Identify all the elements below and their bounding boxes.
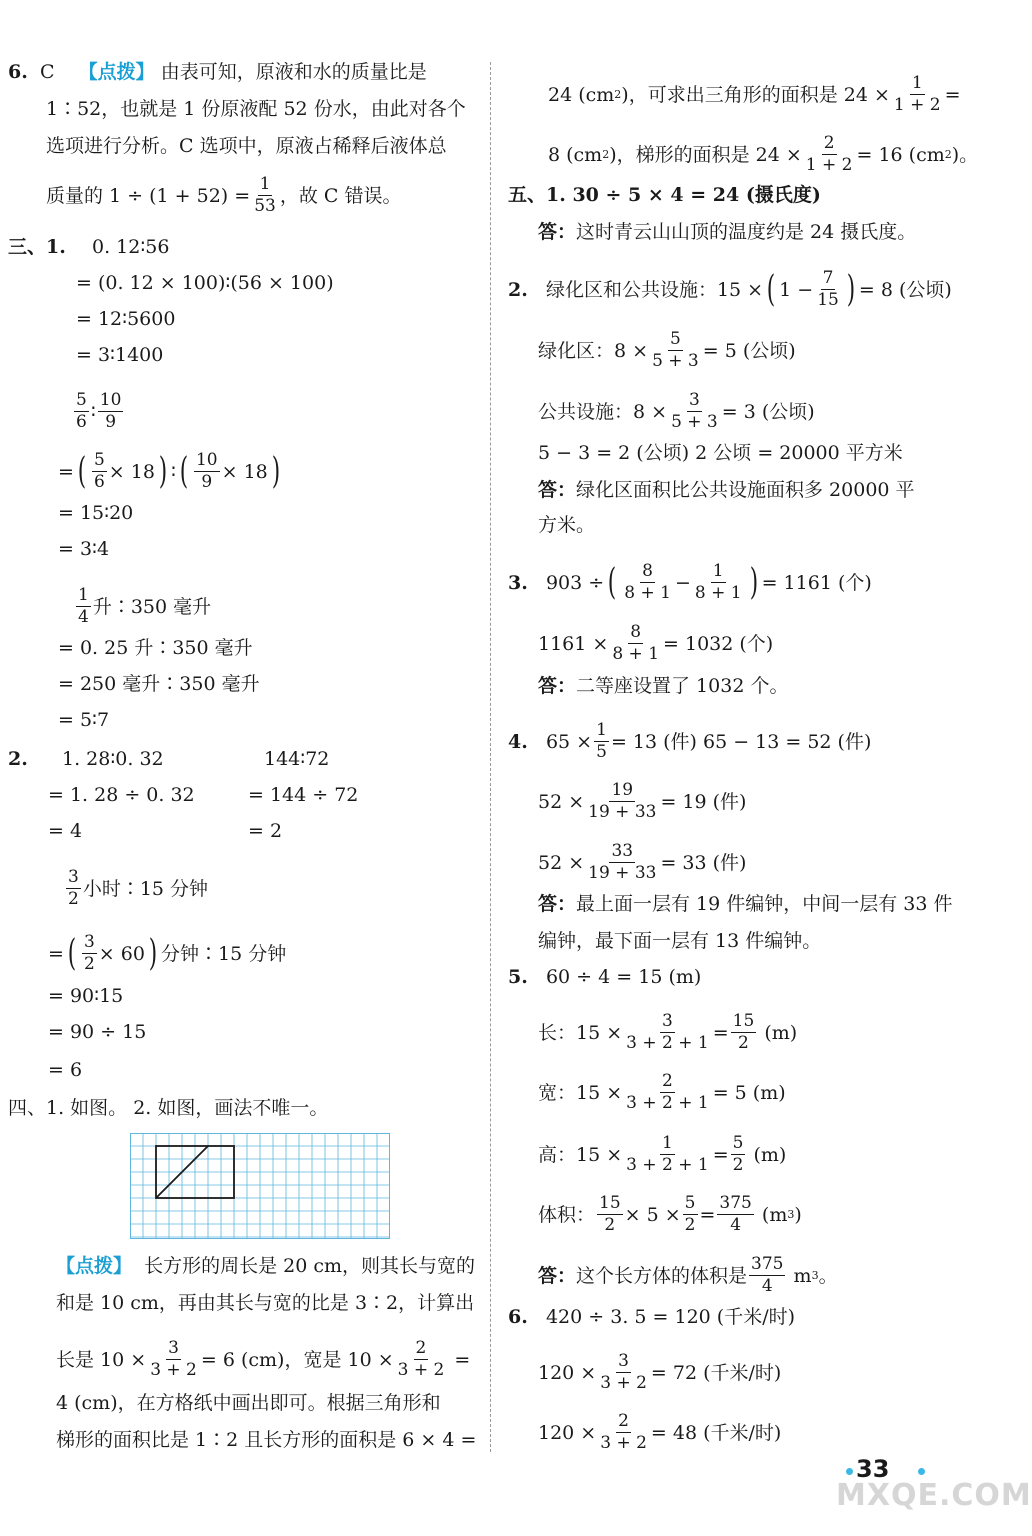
fraction: $\frac{5}{2}$	[684, 1193, 696, 1235]
text-line-fraction	[46, 176, 401, 215]
fraction: $\frac{3}{3 + 2}$	[600, 1351, 647, 1393]
answer-line: 答： 最上面一层有 19 件编钟，中间一层有 33 件	[538, 893, 953, 915]
fraction: $\frac{10}{9}$	[99, 390, 122, 432]
fraction: $\frac{5}{5 + 3}$	[652, 329, 699, 371]
math-line: 0. 12∶56	[92, 236, 170, 258]
math-line: = 144 ÷ 72	[248, 784, 359, 806]
math-line-fraction: 绿化区：8 × $\frac{5}{5 + 3}$ = 5 (公顷)	[538, 329, 796, 371]
math-line-fraction: 1161 × $\frac{8}{8 + 1}$ = 1032 (个)	[538, 622, 774, 664]
math-line: = 12∶5600	[76, 308, 176, 330]
math-line: = 5∶7	[58, 709, 110, 731]
tip-tag: 【点拨】	[78, 61, 155, 83]
math-line-fraction: 120 × $\frac{3}{3 + 2}$ = 72 (千米/时)	[538, 1351, 782, 1393]
math-line: = 2	[248, 820, 283, 842]
tip-line: 【点拨】 长方形的周长是 20 cm，则其长与宽的	[56, 1255, 476, 1277]
fraction: $\frac{2}{3 + 2}$	[600, 1411, 647, 1453]
tip-line: 4 (cm)，在方格纸中画出即可。根据三角形和	[56, 1392, 441, 1414]
tip-line-fraction: 长是 10 × $\frac{3}{3 + 2}$ = 6 (cm)，宽是 10 × $\frac{2}{3 + 2}$ =	[56, 1338, 471, 1380]
section-5-line: 五、1. 30 ÷ 5 × 4 = 24 (摄氏度)	[508, 184, 821, 206]
answer-line: 方米。	[538, 514, 596, 536]
page-dot	[918, 1468, 925, 1475]
math-line: = 6	[48, 1059, 83, 1081]
math-line: = 3∶4	[58, 538, 110, 560]
math-line: 5. 60 ÷ 4 = 15 (m)	[508, 966, 702, 988]
answer-line: 答： 这时青云山山顶的温度约是 24 摄氏度。	[538, 221, 917, 243]
text: 质量的 1 ÷ (1 + 52) =	[46, 184, 251, 207]
fraction: $\frac{3}{2}$	[83, 932, 95, 974]
fraction: $\frac{5}{2}$	[732, 1133, 744, 1175]
fraction: $\frac{375}{4}$	[751, 1254, 784, 1296]
math-line-fraction: 3. 903 ÷ ( $\frac{8}{8 + 1}$ − $\frac{1}{8 + 1}$ ) = 1161 (个)	[508, 561, 872, 603]
fraction: $\frac{15}{2}$	[732, 1011, 755, 1053]
fraction: $\frac{2}{1 + 2}$	[805, 133, 853, 175]
math-line: = 90 ÷ 15	[48, 1021, 147, 1043]
fraction: $\frac{33}{19 + 33}$	[588, 841, 657, 883]
math-line-fraction: 52 × $\frac{19}{19 + 33}$ = 19 (件)	[538, 780, 747, 822]
fraction: $\frac{1}{4}$	[78, 585, 89, 627]
fraction: $\frac{2}{3 + 2}$	[397, 1338, 445, 1380]
fraction: $\frac{1}{1 + 2}$	[893, 73, 941, 115]
math-line-fraction: 52 × $\frac{33}{19 + 33}$ = 33 (件)	[538, 841, 747, 883]
math-line-fraction: 体积： $\frac{15}{2}$ × 5 × $\frac{5}{2}$ = $\frac{375}{4}$ (m 3 )	[538, 1193, 802, 1235]
math-line-fraction: = ( $\frac{3}{2}$ × 60 ) 分钟∶15 分钟	[48, 932, 287, 974]
text-line: 选项进行分析。C 选项中，原液占稀释后液体总	[46, 135, 447, 157]
page-dot	[846, 1468, 853, 1475]
answer-line: 答： 二等座设置了 1032 个。	[538, 675, 789, 697]
answer-letter: C	[39, 61, 55, 83]
math-line-fraction: 2. 绿化区和公共设施：15 × ( 1 − $\frac{7}{15}$ ) = 8 (公顷)	[508, 268, 952, 310]
math-line-fraction: 公共设施：8 × $\frac{3}{5 + 3}$ = 3 (公顷)	[538, 390, 815, 432]
math-line-fraction: 4. 65 × $\frac{1}{5}$ = 13 (件) 65 − 13 = 52 (件)	[508, 720, 872, 762]
math-line: = (0. 12 × 100)∶(56 × 100)	[76, 272, 334, 294]
fraction: $\frac{1}{8 + 1}$	[694, 561, 742, 603]
math-line: = 3∶1400	[76, 344, 164, 366]
math-line-fraction: 长：15 × $\frac{3}{3 + 2 + 1}$ = $\frac{15}{2}$ (m)	[538, 1011, 798, 1053]
q-num: 2.	[8, 748, 28, 770]
math-line-fraction: 宽：15 × $\frac{2}{3 + 2 + 1}$ = 5 (m)	[538, 1071, 786, 1113]
fraction: $\frac{8}{8 + 1}$	[624, 561, 671, 603]
math-line: = 1. 28 ÷ 0. 32	[48, 784, 195, 806]
math-line: 1. 28∶0. 32	[62, 748, 164, 770]
math-line-fraction: 24 (cm 2 )，可求出三角形的面积是 24 × $\frac{1}{1 + 2}$ =	[548, 73, 961, 115]
math-line: 144∶72	[264, 748, 330, 770]
math-line-fraction: $\frac{5}{6}$ ∶ $\frac{10}{9}$	[76, 390, 122, 432]
math-line: 5 − 3 = 2 (公顷) 2 公顷 = 20000 平方米	[538, 442, 903, 464]
math-line-fraction: = ( $\frac{5}{6}$ × 18 ) ∶ ( $\frac{10}{9}$ × 18 )	[58, 450, 281, 492]
text: ，故 C 错误。	[279, 184, 402, 207]
answer-line-fraction: 答： 这个长方体的体积是 $\frac{375}{4}$ m 3 。	[538, 1254, 838, 1296]
tip-line: 梯形的面积比是 1∶2 且长方形的面积是 6 × 4 =	[56, 1429, 477, 1451]
fraction: $\frac{1}{5}$	[596, 720, 607, 762]
math-line: = 0. 25 升∶350 毫升	[58, 637, 253, 659]
answer-line: 编钟，最下面一层有 13 件编钟。	[538, 930, 822, 952]
math-line-fraction: 高：15 × $\frac{1}{3 + 2 + 1}$ = $\frac{5}{2}$ (m)	[538, 1133, 787, 1175]
tip-line: 和是 10 cm，再由其长与宽的比是 3∶2，计算出	[56, 1292, 475, 1314]
fraction: $\frac{3}{2}$	[68, 867, 79, 909]
fraction: $\frac{5}{6}$	[93, 450, 105, 492]
fraction: $\frac{3}{5 + 3}$	[671, 390, 718, 432]
math-line-fraction: $\frac{3}{2}$ 小时∶15 分钟	[68, 867, 209, 909]
answer-label: 答：	[538, 221, 577, 243]
watermark: MXQE.COM	[836, 1478, 1032, 1513]
math-line: 6. 420 ÷ 3. 5 = 120 (千米/时)	[508, 1306, 796, 1328]
column-divider	[490, 62, 491, 1452]
fraction: $\frac{1}{53}$	[254, 174, 276, 216]
fraction: $\frac{3}{3 + 2 + 1}$	[626, 1011, 709, 1053]
fraction: $\frac{3}{3 + 2}$	[150, 1338, 197, 1380]
section-3-head: 三、1.	[8, 236, 66, 258]
math-line-fraction: 120 × $\frac{2}{3 + 2}$ = 48 (千米/时)	[538, 1411, 782, 1453]
math-line-fraction: 8 (cm 2 )，梯形的面积是 24 × $\frac{2}{1 + 2}$ = 16 (cm 2 )。	[548, 133, 979, 175]
fraction: $\frac{5}{6}$	[76, 390, 87, 432]
fraction: $\frac{10}{9}$	[195, 450, 218, 492]
answer-6-line	[8, 60, 427, 84]
tip-tag: 【点拨】	[56, 1255, 133, 1277]
fraction: $\frac{7}{15}$	[817, 268, 839, 310]
q-num: 6.	[8, 61, 28, 83]
page-number: 33	[856, 1455, 890, 1483]
fraction: $\frac{1}{3 + 2 + 1}$	[626, 1133, 709, 1175]
text: 由表可知，原液和水的质量比是	[160, 61, 427, 83]
section-4-line: 四、1. 如图。 2. 如图，画法不唯一。	[8, 1097, 329, 1119]
math-line-fraction: $\frac{1}{4}$ 升∶350 毫升	[78, 585, 212, 627]
fraction: $\frac{375}{4}$	[719, 1193, 752, 1235]
grid-figure	[130, 1133, 390, 1239]
answer-line: 答： 绿化区面积比公共设施面积多 20000 平	[538, 479, 915, 501]
math-line: = 90∶15	[48, 985, 124, 1007]
math-line: = 15∶20	[58, 502, 134, 524]
math-line: = 250 毫升∶350 毫升	[58, 673, 260, 695]
fraction: $\frac{19}{19 + 33}$	[588, 780, 657, 822]
fraction: $\frac{15}{2}$	[599, 1193, 621, 1235]
text-line: 1∶52，也就是 1 份原液配 52 份水，由此对各个	[46, 98, 466, 120]
fraction: $\frac{2}{3 + 2 + 1}$	[626, 1071, 709, 1113]
fraction: $\frac{8}{8 + 1}$	[612, 622, 660, 664]
math-line: = 4	[48, 820, 83, 842]
